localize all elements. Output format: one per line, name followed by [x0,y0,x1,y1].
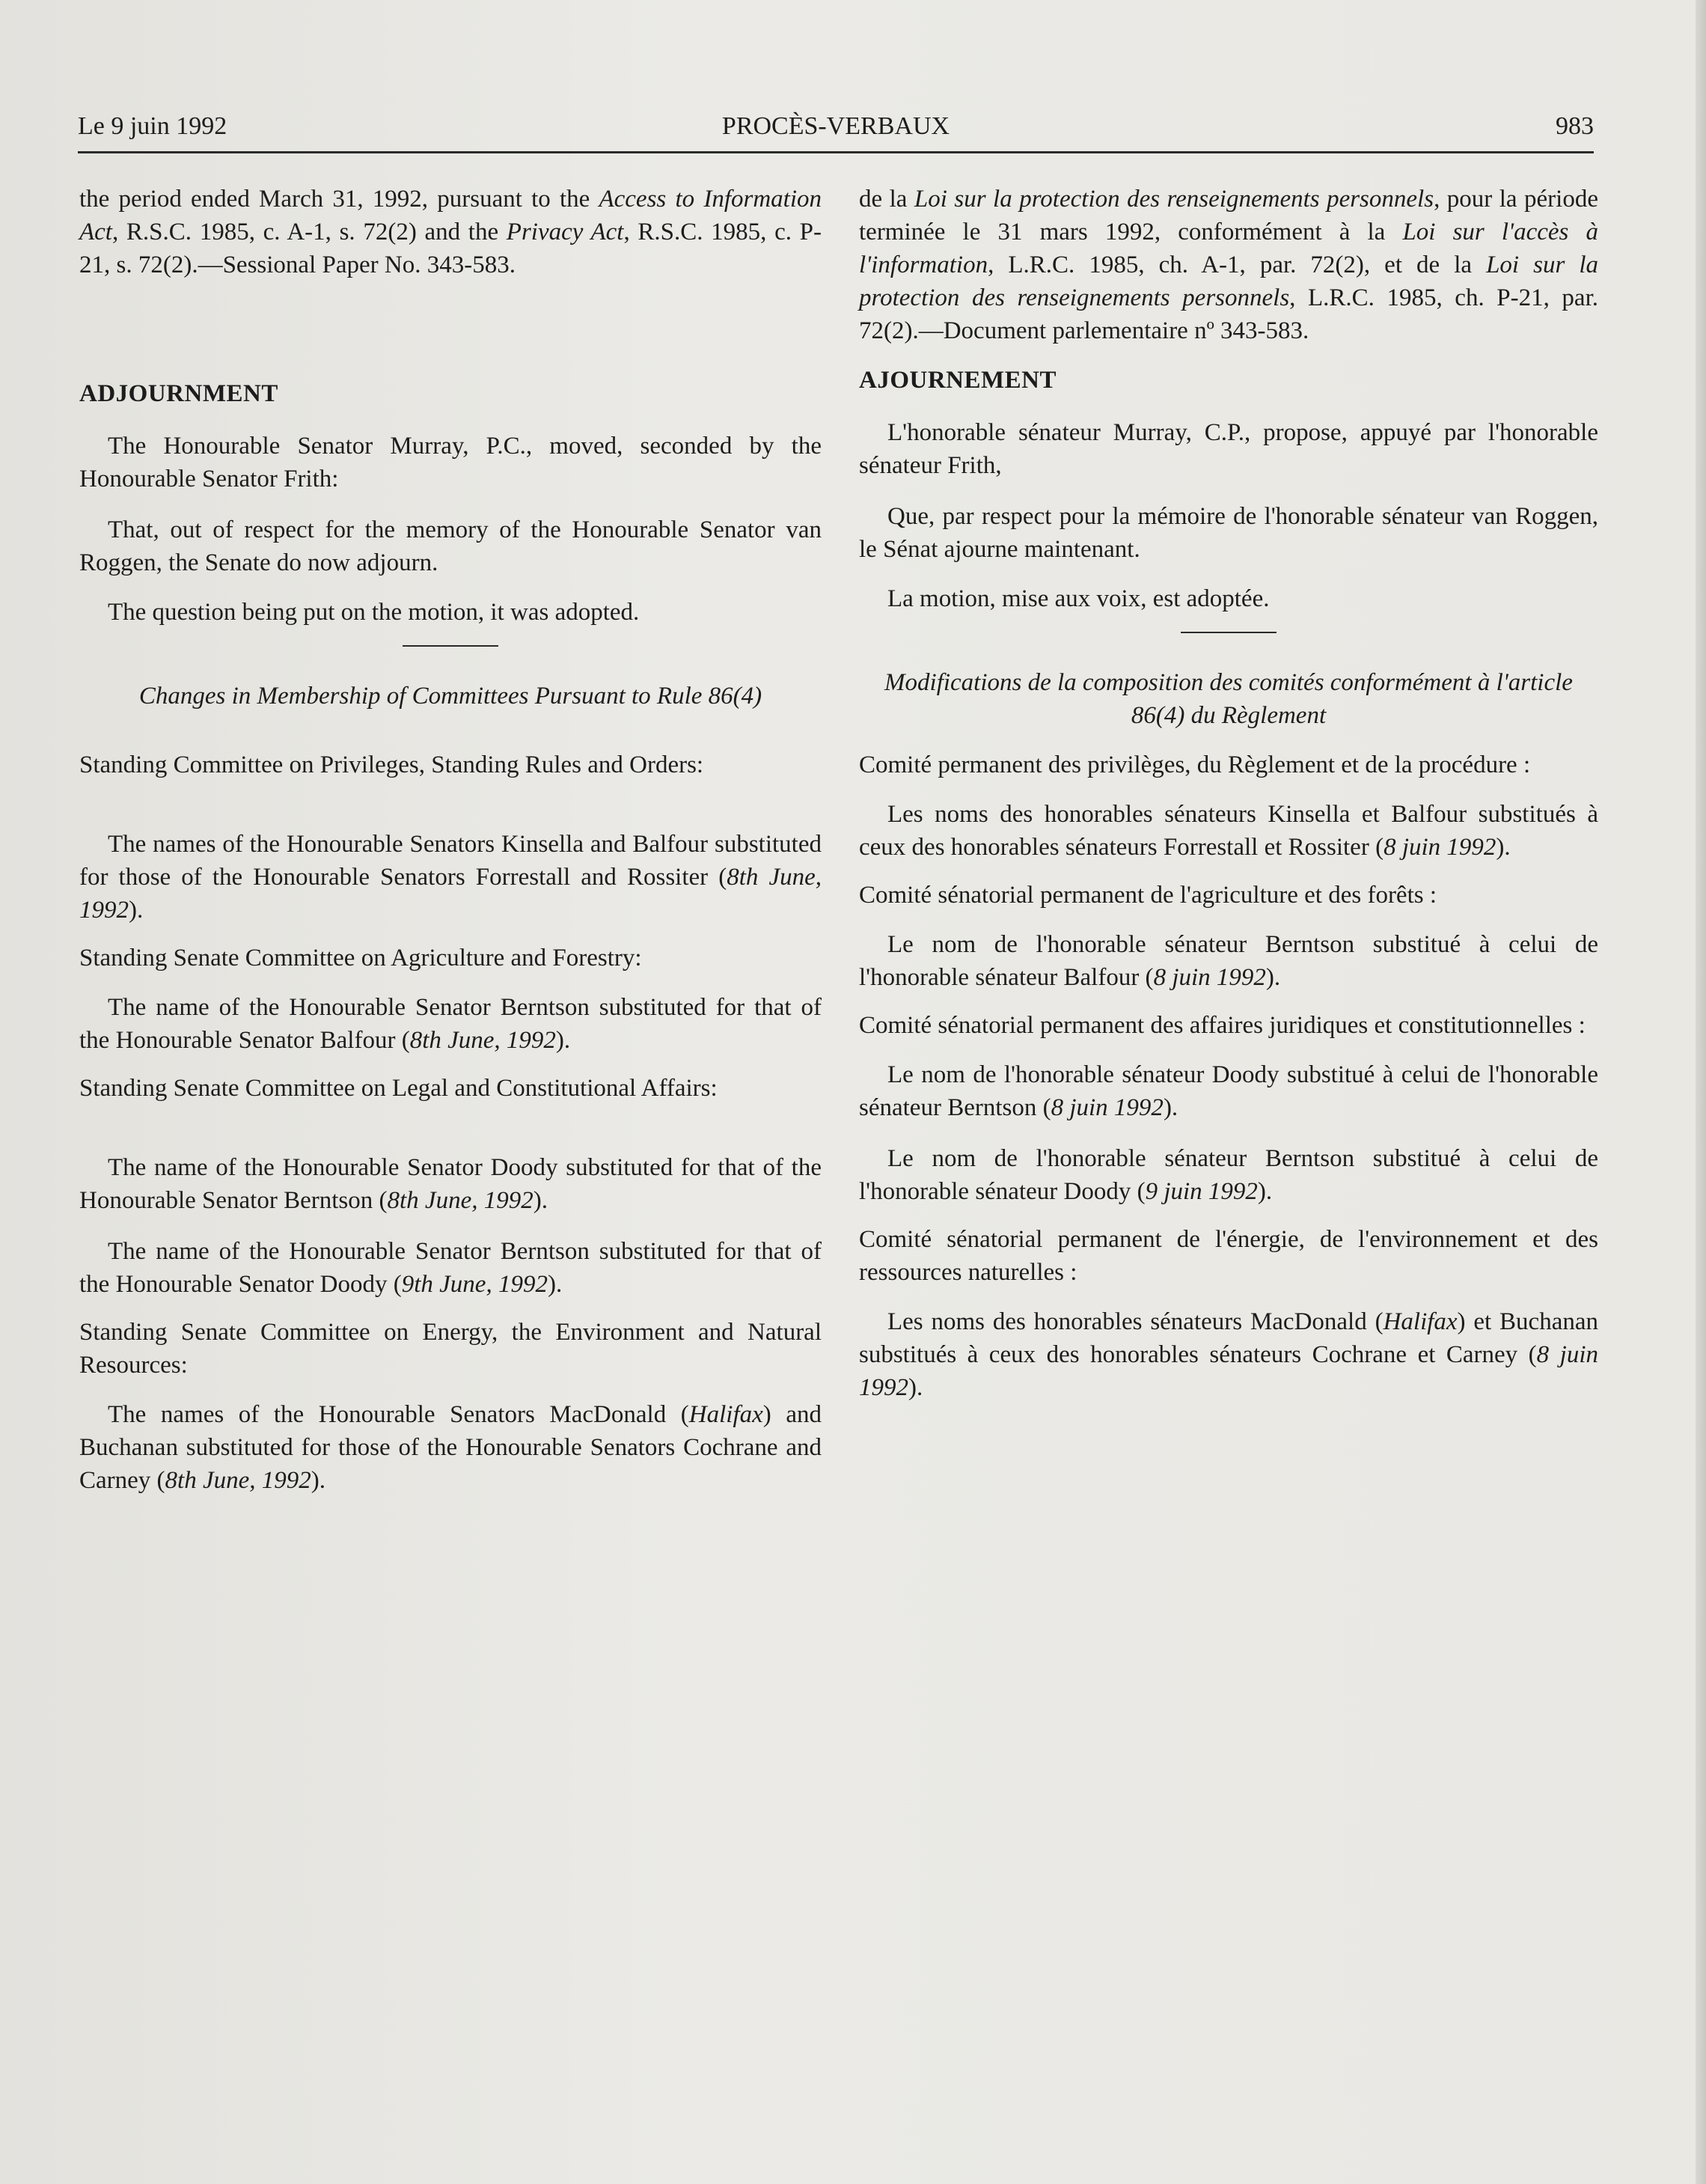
header-date: Le 9 juin 1992 [78,112,227,140]
change-legal-2-fr: Le nom de l'honorable sénateur Berntson substitué à celui de l'honorable sénateur Doody (9 juin 1992). [859,1145,1598,1205]
header-title: PROCÈS-VERBAUX [721,112,950,140]
adjournment-heading-fr: AJOURNEMENT [859,367,1057,394]
intro-paragraph-fr: de la Loi sur la protection des renseignements personnels, pour la période terminée le 31 mars 1992, conformément à la Loi sur l'accès à l'information, L.R.C. 1985, ch. A-1, par. 72(2), et de la Loi sur la protection des renseignements personnels, L.R.C. 1985, ch. P-21, par. 72(2).—Document parlementaire nº 343-583. [859,186,1599,344]
english-column [79,183,822,1497]
motion-text: That, out of respect for the memory of the Honourable Senator van Roggen, the Senate do now adjourn. [79,516,822,576]
changes-heading-fr: Modifications de la composition des comités conformément à l'article 86(4) du Règlement [884,669,1573,729]
change-agriculture-fr: Le nom de l'honorable sénateur Berntson substitué à celui de l'honorable sénateur Balfour (8 juin 1992). [859,931,1598,991]
adjournment-heading: ADJOURNMENT [79,380,278,407]
committee-privileges: Standing Committee on Privileges, Standing Rules and Orders: [79,751,704,778]
running-header [78,112,1594,153]
intro-paragraph: the period ended March 31, 1992, pursuant to the Access to Information Act, R.S.C. 1985, c. A-1, s. 72(2) and the Privacy Act, R.S.C. 1985, c. P-21, s. 72(2).—Sessional Paper No. 343-583. [79,186,822,278]
change-legal-2: The name of the Honourable Senator Berntson substituted for that of the Honourable Senator Doody (9th June, 1992). [79,1238,822,1298]
changes-heading: Changes in Membership of Committees Pursuant to Rule 86(4) [138,683,762,710]
motion-text-fr: Que, par respect pour la mémoire de l'honorable sénateur van Roggen, le Sénat ajourne maintenant. [859,503,1598,563]
change-agriculture: The name of the Honourable Senator Berntson substituted for that of the Honourable Senator Balfour (8th June, 1992). [79,994,822,1054]
change-privileges-fr: Les noms des honorables sénateurs Kinsella et Balfour substitués à ceux des honorables sénateurs Forrestall et Rossiter (8 juin 1992). [859,801,1598,861]
motion-result-fr: La motion, mise aux voix, est adoptée. [887,585,1270,612]
committee-legal-fr: Comité sénatorial permanent des affaires juridiques et constitutionnelles : [859,1012,1586,1039]
motion-mover: The Honourable Senator Murray, P.C., moved, seconded by the Honourable Senator Frith: [79,433,822,492]
change-energy: The names of the Honourable Senators MacDonald (Halifax) and Buchanan substituted for those of the Honourable Senators Cochrane and Carney (8th June, 1992). [79,1401,822,1494]
committee-energy-fr: Comité sénatorial permanent de l'énergie, de l'environnement et des ressources naturelles : [859,1226,1598,1286]
page-binding-edge [1696,0,1706,2184]
committee-energy: Standing Senate Committee on Energy, the Environment and Natural Resources: [79,1319,822,1379]
change-legal-1-fr: Le nom de l'honorable sénateur Doody substitué à celui de l'honorable sénateur Berntson (8 juin 1992). [859,1061,1598,1121]
committee-agriculture: Standing Senate Committee on Agriculture and Forestry: [79,945,642,971]
section-divider [403,645,498,647]
motion-result: The question being put on the motion, it was adopted. [108,599,640,626]
section-divider-fr [1181,632,1277,633]
committee-legal: Standing Senate Committee on Legal and Constitutional Affairs: [79,1075,718,1102]
french-column [859,183,1598,1404]
committee-privileges-fr: Comité permanent des privilèges, du Règlement et de la procédure : [859,751,1531,778]
committee-agriculture-fr: Comité sénatorial permanent de l'agriculture et des forêts : [859,882,1437,909]
change-privileges: The names of the Honourable Senators Kinsella and Balfour substituted for those of the Honourable Senators Forrestall and Rossiter (8th June, 1992). [79,831,822,924]
change-energy-fr: Les noms des honorables sénateurs MacDonald (Halifax) et Buchanan substitués à ceux des honorables sénateurs Cochrane et Carney (8 juin 1992). [859,1308,1598,1401]
change-legal-1: The name of the Honourable Senator Doody substituted for that of the Honourable Senator Berntson (8th June, 1992). [79,1154,822,1214]
page-number: 983 [1556,112,1594,140]
motion-mover-fr: L'honorable sénateur Murray, C.P., propose, appuyé par l'honorable sénateur Frith, [859,419,1598,479]
